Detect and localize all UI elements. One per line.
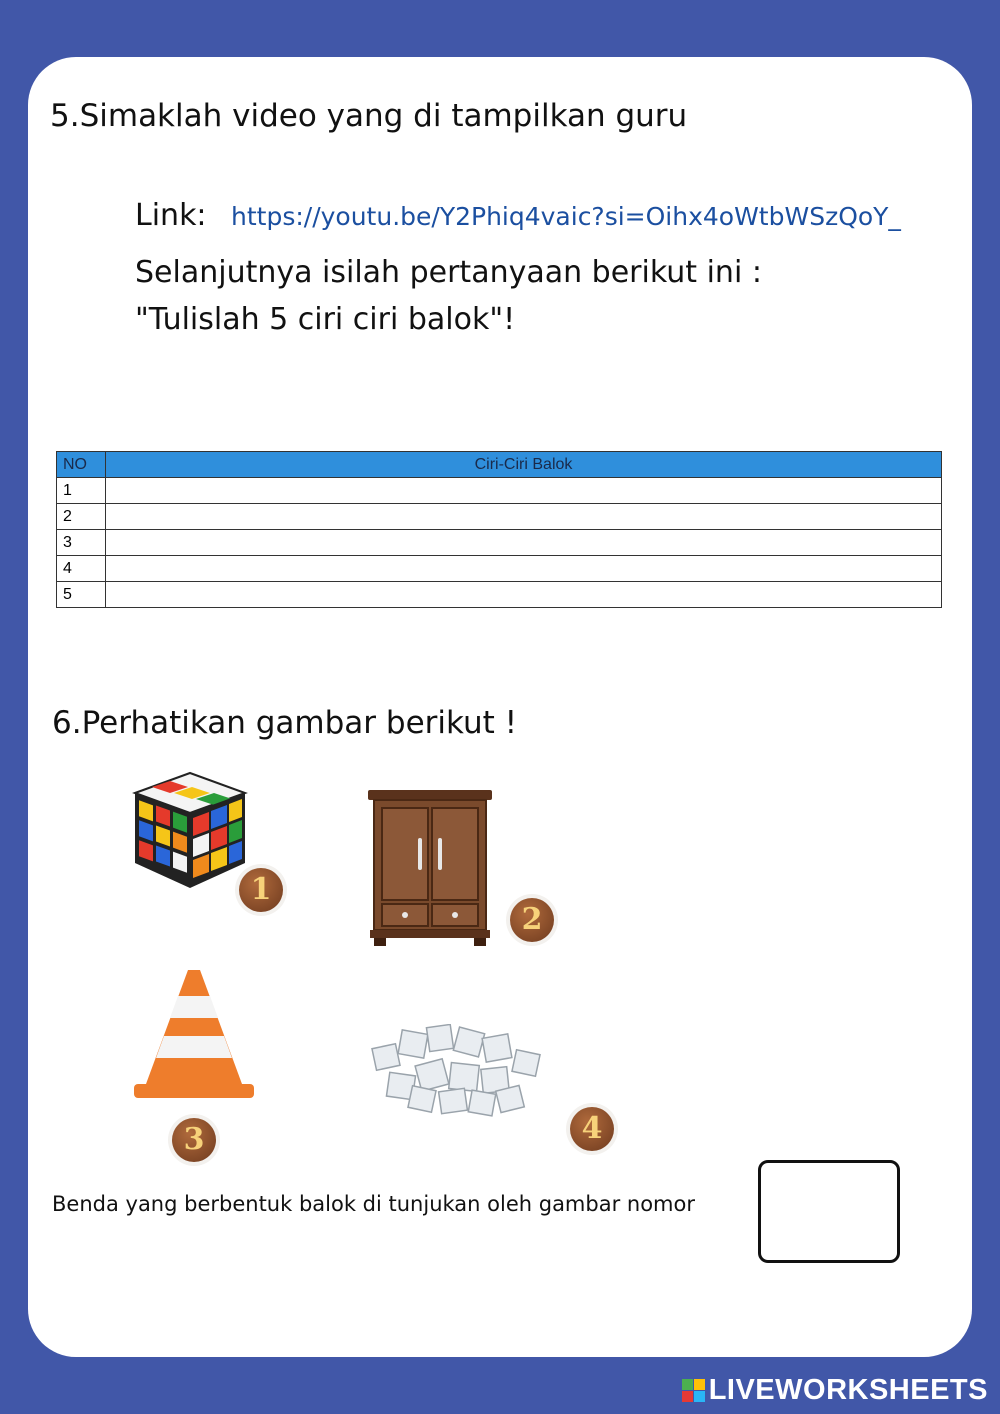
row-number: 1 — [57, 478, 106, 504]
wardrobe-icon — [366, 788, 494, 948]
ice-cubes-icon — [370, 1024, 554, 1120]
table-row — [57, 582, 942, 608]
answer-input-box[interactable] — [758, 1160, 900, 1263]
header-no: NO — [57, 452, 106, 478]
table-row — [57, 556, 942, 582]
brand-name: LIVEWORKSHEETS — [708, 1374, 988, 1406]
table-row — [57, 504, 942, 530]
answer-prompt: Benda yang berbentuk balok di tunjukan oleh gambar nomor — [52, 1192, 695, 1216]
row-number: 2 — [57, 504, 106, 530]
question-5-title: 5.Simaklah video yang di tampilkan guru — [50, 98, 688, 134]
table-row — [57, 478, 942, 504]
link-label: Link: — [135, 198, 207, 233]
brand-logo-icon — [682, 1379, 705, 1402]
answer-cell[interactable] — [106, 556, 942, 582]
instruction-line-1: Selanjutnya isilah pertanyaan berikut ini : — [135, 255, 762, 290]
table-header-row — [57, 452, 942, 478]
answer-cell[interactable] — [106, 582, 942, 608]
traffic-cone-icon — [132, 966, 256, 1102]
image-number-badge: 3 — [172, 1118, 216, 1162]
answer-cell[interactable] — [106, 478, 942, 504]
question-6-title: 6.Perhatikan gambar berikut ! — [52, 705, 518, 741]
row-number: 4 — [57, 556, 106, 582]
header-ciri: Ciri-Ciri Balok — [106, 452, 942, 478]
image-number-badge: 1 — [239, 868, 283, 912]
image-number-badge: 4 — [570, 1107, 614, 1151]
ciri-balok-table — [56, 451, 942, 608]
image-number-badge: 2 — [510, 898, 554, 942]
answer-cell[interactable] — [106, 504, 942, 530]
video-link[interactable]: https://youtu.be/Y2Phiq4vaic?si=Oihx4oWtbWSzQoY_ — [231, 202, 901, 231]
instruction-line-2: "Tulislah 5 ciri ciri balok"! — [135, 302, 516, 337]
row-number: 3 — [57, 530, 106, 556]
row-number: 5 — [57, 582, 106, 608]
liveworksheets-brand — [682, 1374, 988, 1407]
table-row — [57, 530, 942, 556]
rubik-cube-icon — [130, 768, 250, 893]
answer-cell[interactable] — [106, 530, 942, 556]
